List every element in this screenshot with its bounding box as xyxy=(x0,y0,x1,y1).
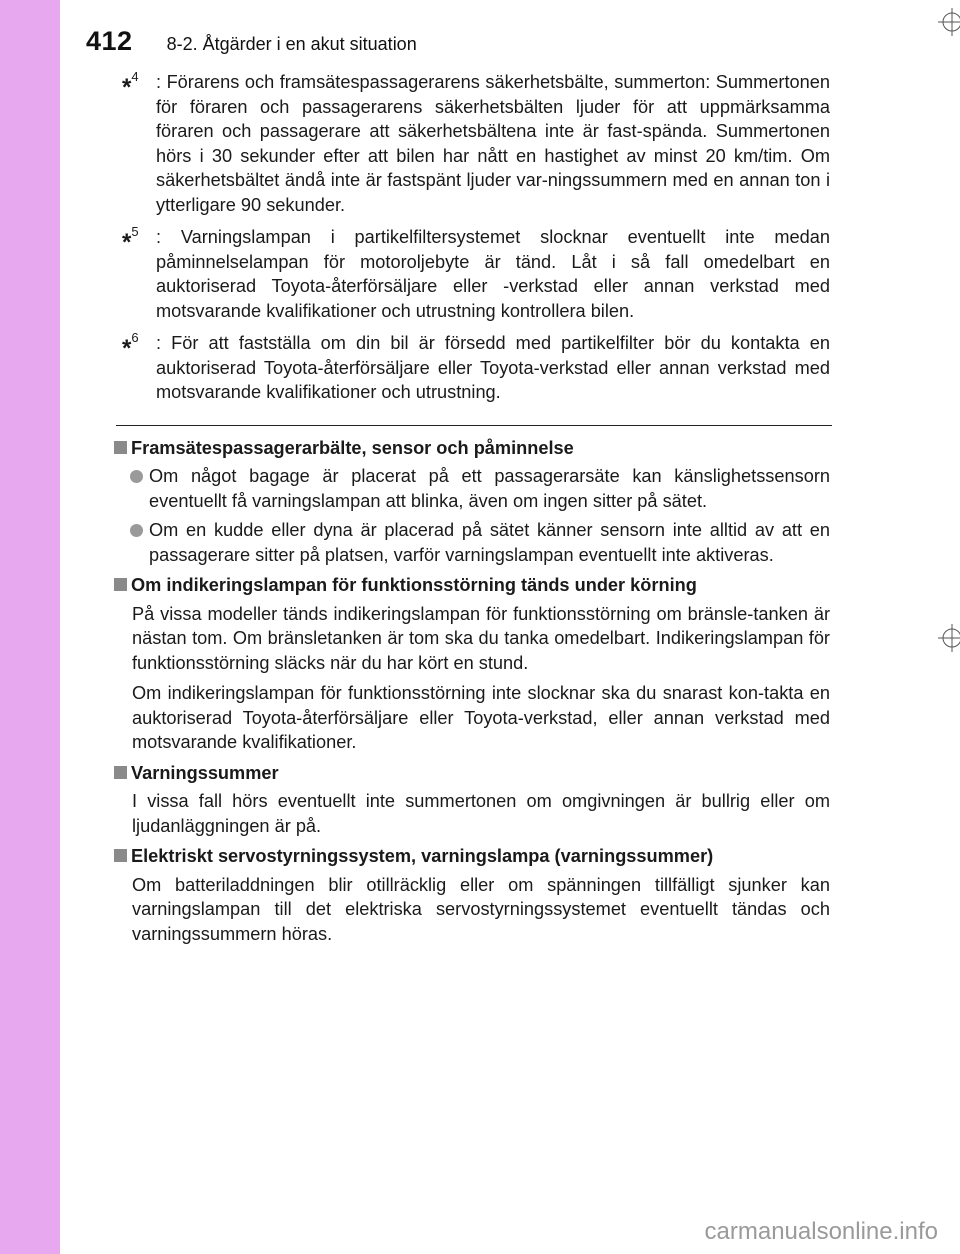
section-title: 8-2. Åtgärder i en akut situation xyxy=(166,34,417,54)
footnote-marker: *$^6$ xyxy=(122,330,139,362)
section-heading: Framsätespassagerarbälte, sensor och påminnelse xyxy=(116,436,830,461)
page-number: 412 xyxy=(86,26,133,56)
square-bullet-icon xyxy=(114,849,127,862)
footnote-marker: *$^5$ xyxy=(122,224,139,256)
registration-mark-icon xyxy=(938,8,960,36)
paragraph: Om indikeringslampan för funktionsstörning inte slocknar ska du snarast kon-takta en auktoriserad Toyota-återförsäljare eller Toyota-verkstad, eller annan verkstad med motsvarande kvalifikationer. xyxy=(132,683,830,752)
footnote-marker: *$^4$ xyxy=(122,69,139,101)
footnote-text: : Förarens och framsätespassagerarens säkerhetsbälte, summerton: Summertonen för föraren och passagerarens säkerhetsbälten ljuder för att uppmärksamma föraren och passagerare att säkerhetsbältena inte är fast-spända. Summertonen hörs i 30 sekunder efter att bilen har nått en hastighet av minst 20 km/tim. Om säkerhetsbältet ändå inte är fastspänt ljuder var-ningssummern med en annan ton i ytterligare 90 sekunder. xyxy=(156,72,830,215)
section-heading: Elektriskt servostyrningssystem, varningslampa (varningssummer) xyxy=(116,844,830,869)
page-side-tab xyxy=(0,0,60,1254)
registration-mark-icon xyxy=(938,624,960,652)
section-heading: Om indikeringslampan för funktionsstörning tänds under körning xyxy=(116,573,830,598)
watermark: carmanualsonline.info xyxy=(704,1218,938,1245)
page-content xyxy=(116,70,830,952)
paragraph: Om batteriladdningen blir otillräcklig eller om spänningen tillfälligt sjunker kan varningslampan till det elektriska servostyrningssystemet eventuellt tändas och varningssummern höras. xyxy=(132,874,830,944)
footnote-text: : För att fastställa om din bil är försedd med partikelfilter bör du kontakta en auktoriserad Toyota-återförsäljare eller Toyota-verkstad eller annan verkstad med motsvarande kvalifikationer och utrustning. xyxy=(156,333,830,402)
footnote-5 xyxy=(116,225,830,323)
list-item: Om en kudde eller dyna är placerad på sätet känner sensorn inte alltid av att en passagerare sitter på platsen, varför varningslampan eventuellt inte aktiveras. xyxy=(116,518,830,567)
paragraph: På vissa modeller tänds indikeringslampan för funktionsstörning om bränsle-tanken är nästan tom. Om bränsletanken är tom ska du tanka omedelbart. Indikeringslampan för funktionsstörning släcks när du har kört en stund. xyxy=(132,603,830,673)
footnote-4 xyxy=(116,70,830,217)
divider xyxy=(116,425,832,426)
square-bullet-icon xyxy=(114,578,127,591)
circle-bullet-icon xyxy=(130,524,143,537)
square-bullet-icon xyxy=(114,766,127,779)
square-bullet-icon xyxy=(114,441,127,454)
footnote-text: : Varningslampan i partikelfiltersystemet slocknar eventuellt inte medan påminnelselampan för motoroljebyte är tänd. Låt i så fall omedelbart en auktoriserad Toyota-återförsäljare eller -verkstad eller annan verkstad med motsvarande kvalifikationer och utrustning kontrollera bilen. xyxy=(156,227,830,321)
page-header xyxy=(86,26,417,66)
paragraph: I vissa fall hörs eventuellt inte summertonen om omgivningen är bullrig eller om ljudanläggningen är på. xyxy=(132,791,830,836)
list-item: Om något bagage är placerat på ett passagerarsäte kan känslighetssensorn eventuellt få varningslampan att blinka, även om ingen sitter på sätet. xyxy=(116,464,830,513)
section-heading: Varningssummer xyxy=(116,761,830,786)
footnote-6 xyxy=(116,331,830,405)
circle-bullet-icon xyxy=(130,470,143,483)
